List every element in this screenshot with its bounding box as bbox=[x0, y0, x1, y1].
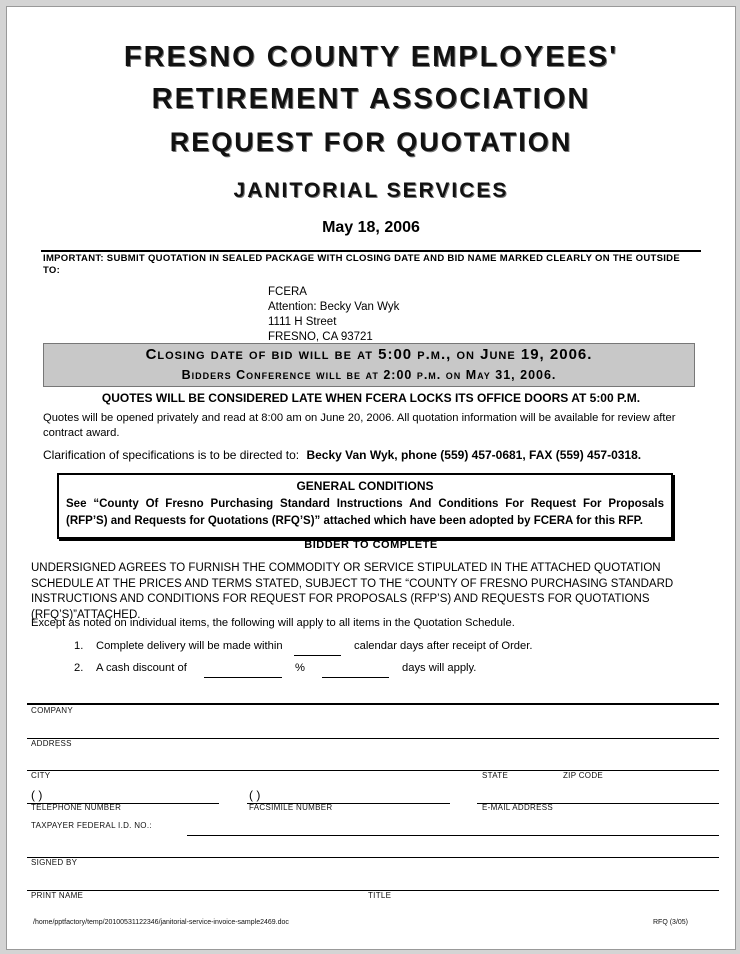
address-name: FCERA bbox=[268, 286, 307, 298]
opening-notice: Quotes will be opened privately and read at 8:00 am on June 20, 2006. All quotation information will be available for review after contract award. bbox=[43, 412, 676, 439]
state-label: STATE bbox=[482, 771, 509, 780]
taxpayer-id-field[interactable] bbox=[187, 835, 719, 836]
item-1-number: 1. bbox=[74, 640, 84, 652]
taxpayer-id-label: TAXPAYER FEDERAL I.D. NO.: bbox=[31, 821, 152, 830]
org-title-line1: FRESNO COUNTY EMPLOYEES' bbox=[123, 41, 619, 73]
document-date: May 18, 2006 bbox=[322, 219, 420, 236]
closing-date-text: Closing date of bid will be at 5:00 p.m., on June 19, 2006. bbox=[145, 346, 593, 363]
company-field[interactable] bbox=[27, 738, 719, 739]
item-2-suffix: days will apply. bbox=[402, 662, 477, 674]
title-label: TITLE bbox=[368, 891, 392, 900]
phone-parens: ( ) bbox=[31, 788, 43, 802]
agreement-text: UNDERSIGNED AGREES TO FURNISH THE COMMODITY OR SERVICE STIPULATED IN THE ATTACHED QUOTATION SCHEDULE AT THE PRICES AND TERMS STATED, SUBJECT TO THE “COUNTY OF FRESNO PURCHASING STANDARD INSTRUCTIONS AND CONDITIONS FOR REQUEST FOR PROPOSALS (RFP’S) AND REQUESTS FOR QUOTATIONS (RFQ’S)”ATTACHED. bbox=[31, 562, 674, 621]
discount-days-blank[interactable] bbox=[322, 677, 389, 678]
late-notice: QUOTES WILL BE CONSIDERED LATE WHEN FCERA LOCKS ITS OFFICE DOORS AT 5:00 P.M. bbox=[101, 391, 641, 405]
signed-by-label: SIGNED BY bbox=[31, 858, 78, 867]
fax-label: FACSIMILE NUMBER bbox=[249, 803, 333, 812]
address-attention: Attention: Becky Van Wyk bbox=[268, 301, 400, 313]
address-label: ADDRESS bbox=[31, 739, 72, 748]
discount-percent-blank[interactable] bbox=[204, 677, 282, 678]
address-city: FRESNO, CA 93721 bbox=[268, 331, 373, 343]
except-text: Except as noted on individual items, the following will apply to all items in the Quotation Schedule. bbox=[31, 617, 515, 629]
percent-sign: % bbox=[295, 662, 305, 674]
days-blank[interactable] bbox=[294, 655, 341, 656]
service-title: JANITORIAL SERVICES bbox=[233, 179, 509, 202]
file-path: /home/pptfactory/temp/20100531122346/janitorial-service-invoice-sample2469.doc bbox=[33, 919, 289, 926]
form-code: RFQ (3/05) bbox=[653, 919, 689, 926]
bidders-conference-text: Bidders Conference will be at 2:00 p.m. on May 31, 2006. bbox=[181, 368, 557, 382]
zip-label: ZIP CODE bbox=[563, 771, 604, 780]
document-title: REQUEST FOR QUOTATION bbox=[169, 127, 573, 157]
closing-date-banner bbox=[43, 343, 695, 387]
item-2-text: A cash discount of bbox=[96, 662, 187, 674]
city-label: CITY bbox=[31, 771, 51, 780]
address-street: 1111 H Street bbox=[268, 316, 337, 328]
clarification-line bbox=[43, 448, 723, 463]
important-notice: IMPORTANT: SUBMIT QUOTATION IN SEALED PACKAGE WITH CLOSING DATE AND BID NAME MARKED CLEARLY ON THE OUTSIDE TO: bbox=[43, 253, 680, 276]
item-1-suffix: calendar days after receipt of Order. bbox=[354, 640, 533, 652]
signature-line-top bbox=[27, 857, 719, 858]
clarification-label: Clarification of specifications is to be directed to: bbox=[43, 448, 300, 462]
telephone-label: TELEPHONE NUMBER bbox=[31, 803, 122, 812]
bidder-to-complete-heading: BIDDER TO COMPLETE bbox=[304, 539, 438, 551]
general-conditions-title: GENERAL CONDITIONS bbox=[296, 479, 434, 493]
address-field[interactable] bbox=[27, 770, 719, 771]
company-label: COMPANY bbox=[31, 706, 73, 715]
divider bbox=[41, 250, 701, 252]
item-2-number: 2. bbox=[74, 662, 84, 674]
clarification-contact: Becky Van Wyk, phone (559) 457-0681, FAX (559) 457-0318. bbox=[306, 448, 642, 462]
org-title-line2: RETIREMENT ASSOCIATION bbox=[151, 83, 591, 115]
email-label: E-MAIL ADDRESS bbox=[482, 803, 554, 812]
general-conditions-box bbox=[57, 473, 673, 539]
print-name-label: PRINT NAME bbox=[31, 891, 84, 900]
document-page bbox=[6, 6, 736, 950]
company-line bbox=[27, 703, 719, 705]
fax-parens: ( ) bbox=[249, 788, 261, 802]
general-conditions-text: See “County Of Fresno Purchasing Standard Instructions And Conditions For Request For Proposals (RFP’S) and Requests for Quotations (RFQ’S)” attached which have been adopted by FCERA for this RFP. bbox=[66, 498, 664, 527]
item-1-text: Complete delivery will be made within bbox=[96, 640, 283, 652]
